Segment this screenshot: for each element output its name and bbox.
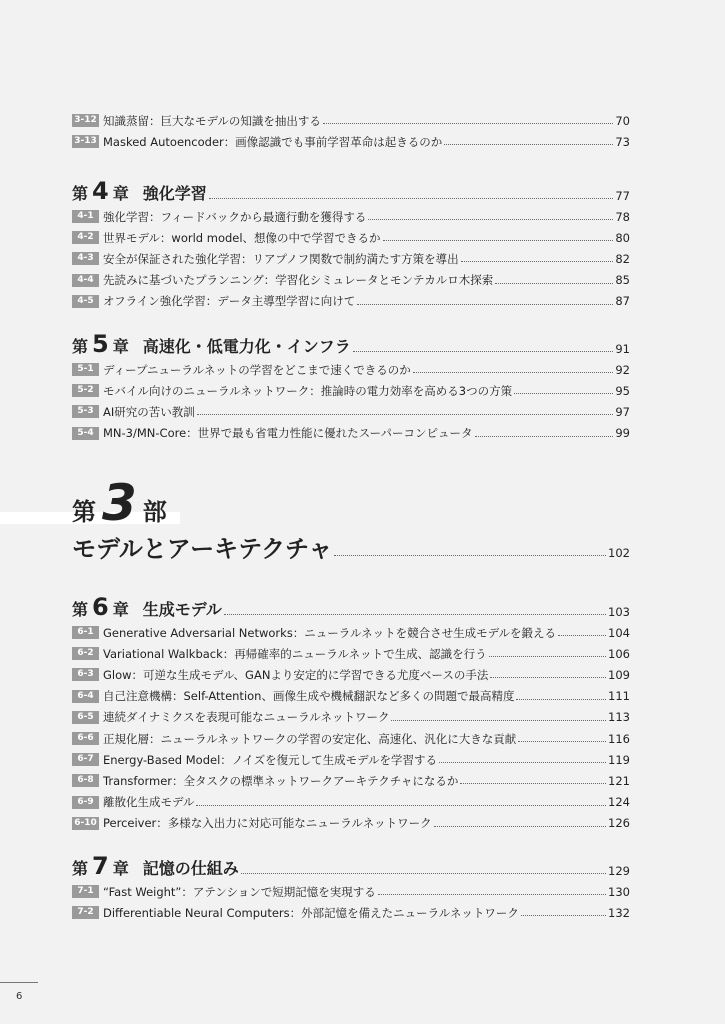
- entry-page: 92: [615, 362, 630, 377]
- chapter-number: 5: [92, 330, 109, 358]
- entry-page: 106: [608, 646, 630, 661]
- section-number-badge: 6-1: [72, 626, 99, 639]
- chapter-page: 129: [608, 864, 630, 878]
- entry-page: 70: [615, 113, 630, 128]
- entry-page: 78: [615, 209, 630, 224]
- section-number-badge: 6-9: [72, 796, 99, 809]
- entry-page: 97: [615, 404, 630, 419]
- section-number-badge: 6-5: [72, 711, 99, 724]
- section-number-badge: 6-7: [72, 753, 99, 766]
- entry-title: 正規化層：ニューラルネットワークの学習の安定化、高速化、汎化に大きな貢献: [103, 731, 517, 746]
- chapter-heading[interactable]: [72, 176, 630, 204]
- dot-leader: [196, 805, 606, 806]
- dot-leader: [444, 144, 613, 145]
- section-number-badge: 6-2: [72, 647, 99, 660]
- chapter-suffix: 章: [112, 337, 129, 356]
- entry-page: 124: [608, 795, 630, 810]
- entry-page: 116: [608, 731, 630, 746]
- chapter-prefix: 第: [72, 600, 89, 619]
- dot-leader: [197, 414, 614, 415]
- section-number-badge: 4-2: [72, 231, 99, 244]
- entry-page: 85: [615, 273, 630, 288]
- toc-entry[interactable]: [72, 902, 630, 923]
- dot-leader: [391, 720, 606, 721]
- entry-page: 121: [608, 773, 630, 788]
- dot-leader: [368, 219, 613, 220]
- part-heading: [72, 474, 167, 532]
- dot-leader: [516, 699, 606, 700]
- chapter4: [72, 170, 630, 312]
- entry-page: 109: [608, 667, 630, 682]
- section-number-badge: 6-4: [72, 690, 99, 703]
- entry-title: Variational Walkback：再帰確率的ニューラルネットで生成、認識を行う: [103, 646, 487, 661]
- entry-title: ディープニューラルネットの学習をどこまで速くできるのか: [103, 362, 411, 377]
- chapter-heading[interactable]: [72, 329, 630, 357]
- toc-entry[interactable]: [72, 423, 630, 444]
- chapter-title: 記憶の仕組み: [142, 859, 239, 878]
- entry-title: Masked Autoencoder：画像認識でも事前学習革命は起きるのか: [103, 134, 443, 149]
- toc-entry[interactable]: [72, 881, 630, 902]
- toc-entry[interactable]: [72, 664, 630, 685]
- entry-page: 73: [615, 134, 630, 149]
- entry-page: 126: [608, 816, 630, 831]
- chapter-title: 強化学習: [142, 184, 207, 203]
- dot-leader: [514, 393, 613, 394]
- entry-title: モバイル向けのニューラルネットワーク：推論時の電力効率を高める3つの方策: [103, 383, 513, 398]
- entry-page: 119: [608, 752, 630, 767]
- entry-page: 132: [608, 905, 630, 920]
- chapter-suffix: 章: [112, 600, 129, 619]
- toc-entry[interactable]: [72, 792, 630, 813]
- chapter-page: 103: [608, 605, 630, 619]
- entry-title: Energy-Based Model：ノイズを復元して生成モデルを学習する: [103, 752, 438, 767]
- toc-entry[interactable]: [72, 622, 630, 643]
- section-number-badge: 5-1: [72, 363, 99, 376]
- toc-entry[interactable]: [72, 380, 630, 401]
- chapter-number: 6: [92, 593, 109, 621]
- toc-entry[interactable]: [72, 206, 630, 227]
- section-number-badge: 5-3: [72, 405, 99, 418]
- dot-leader: [439, 762, 606, 763]
- section-number-badge: 6-8: [72, 774, 99, 787]
- entry-page: 111: [608, 689, 630, 704]
- entry-title: MN-3/MN-Core：世界で最も省電力性能に優れたスーパーコンピュータ: [103, 426, 473, 441]
- chapter-suffix: 章: [112, 859, 129, 878]
- entry-title: Differentiable Neural Computers：外部記憶を備えたニューラルネットワーク: [103, 905, 519, 920]
- entry-title: 世界モデル：world model、想像の中で学習できるか: [103, 230, 381, 245]
- toc-entry[interactable]: [72, 770, 630, 791]
- section-number-badge: 3-13: [72, 135, 99, 148]
- toc-entry[interactable]: [72, 110, 630, 131]
- dot-leader: [383, 240, 614, 241]
- part-title: モデルとアーキテクチャ: [72, 535, 333, 563]
- chapter5: [72, 323, 630, 444]
- dot-leader: [461, 261, 614, 262]
- entry-title: 離散化生成モデル: [103, 795, 195, 810]
- chapter-number: 4: [92, 177, 109, 205]
- dot-leader: [209, 198, 614, 199]
- toc-entry[interactable]: [72, 401, 630, 422]
- toc-entry[interactable]: [72, 707, 630, 728]
- chapter-page: 77: [615, 189, 630, 203]
- chapter-prefix: 第: [72, 337, 89, 356]
- chapter7: [72, 845, 630, 923]
- dot-leader: [357, 304, 613, 305]
- dot-leader: [241, 873, 606, 874]
- chapter-number: 7: [92, 852, 109, 880]
- dot-leader: [518, 741, 606, 742]
- toc-entry[interactable]: [72, 270, 630, 291]
- part-suffix: 部: [142, 498, 167, 526]
- part-page: 102: [608, 546, 630, 560]
- chapter-heading[interactable]: [72, 592, 630, 620]
- toc-entry[interactable]: [72, 359, 630, 380]
- dot-leader: [224, 614, 606, 615]
- footer-rule: [0, 982, 38, 983]
- entry-page: 95: [615, 383, 630, 398]
- entry-title: 連続ダイナミクスを表現可能なニューラルネットワーク: [103, 710, 390, 725]
- entry-page: 82: [615, 251, 630, 266]
- chapter6: [72, 586, 630, 834]
- entry-page: 87: [615, 294, 630, 309]
- dot-leader: [323, 123, 613, 124]
- chapter-prefix: 第: [72, 184, 89, 203]
- section-number-badge: 6-10: [72, 817, 99, 830]
- chapter-suffix: 章: [112, 184, 129, 203]
- dot-leader: [434, 826, 606, 827]
- section-number-badge: 4-4: [72, 274, 99, 287]
- section-number-badge: 4-3: [72, 252, 99, 265]
- dot-leader: [475, 436, 614, 437]
- entry-title: Generative Adversarial Networks：ニューラルネットを競合させ生成モデルを鍛える: [103, 625, 557, 640]
- dot-leader: [495, 283, 613, 284]
- section-number-badge: 6-3: [72, 668, 99, 681]
- toc-entry[interactable]: [72, 749, 630, 770]
- entry-page: 80: [615, 230, 630, 245]
- entry-page: 130: [608, 884, 630, 899]
- toc-entry[interactable]: [72, 813, 630, 834]
- toc-entry[interactable]: [72, 728, 630, 749]
- entry-title: オフライン強化学習：データ主導型学習に向けて: [103, 294, 356, 309]
- entry-page: 104: [608, 625, 630, 640]
- entry-title: Transformer：全タスクの標準ネットワークアーキテクチャになるか: [103, 773, 459, 788]
- entry-title: 先読みに基づいたプランニング：学習化シミュレータとモンテカルロ木探索: [103, 273, 494, 288]
- entry-title: 強化学習：フィードバックから最適行動を獲得する: [103, 209, 367, 224]
- entry-title: 安全が保証された強化学習：リアプノフ関数で制約満たす方策を導出: [103, 251, 459, 266]
- dot-leader: [521, 915, 606, 916]
- section-number-badge: 3-12: [72, 114, 99, 127]
- entry-title: 自己注意機構：Self-Attention、画像生成や機械翻訳など多くの問題で最高精度: [103, 689, 515, 704]
- part-prefix: 第: [72, 498, 96, 526]
- dot-leader: [558, 635, 606, 636]
- chapter-title: 生成モデル: [142, 600, 222, 619]
- dot-leader: [334, 555, 606, 556]
- entry-title: Perceiver：多様な入出力に対応可能なニューラルネットワーク: [103, 816, 432, 831]
- entry-title: “Fast Weight”：アテンションで短期記憶を実現する: [103, 884, 376, 899]
- section-number-badge: 4-1: [72, 210, 99, 223]
- dot-leader: [490, 677, 606, 678]
- chapter-prefix: 第: [72, 859, 89, 878]
- toc-entry[interactable]: [72, 131, 630, 152]
- toc-entry[interactable]: [72, 643, 630, 664]
- section-number-badge: 6-6: [72, 732, 99, 745]
- dot-leader: [413, 372, 614, 373]
- section-number-badge: 5-4: [72, 427, 99, 440]
- part-number: 3: [102, 474, 137, 532]
- toc-entry[interactable]: [72, 248, 630, 269]
- entry-page: 113: [608, 710, 630, 725]
- toc-entry[interactable]: [72, 291, 630, 312]
- section-number-badge: 5-2: [72, 384, 99, 397]
- entry-title: 知識蒸留：巨大なモデルの知識を抽出する: [103, 113, 321, 128]
- entry-title: AI研究の苦い教訓: [103, 404, 195, 419]
- dot-leader: [489, 656, 606, 657]
- part-title-row[interactable]: [72, 530, 630, 564]
- chapter-heading[interactable]: [72, 851, 630, 879]
- toc-entry[interactable]: [72, 686, 630, 707]
- chapter-page: 91: [615, 342, 630, 356]
- section-number-badge: 4-5: [72, 295, 99, 308]
- section-number-badge: 7-2: [72, 906, 99, 919]
- chapter-title: 高速化・低電力化・インフラ: [142, 337, 351, 356]
- toc-entry[interactable]: [72, 227, 630, 248]
- dot-leader: [378, 894, 606, 895]
- entry-page: 99: [615, 426, 630, 441]
- page-number: 6: [16, 991, 23, 1002]
- section-number-badge: 7-1: [72, 885, 99, 898]
- dot-leader: [460, 783, 606, 784]
- chapter3-tail: [72, 110, 630, 152]
- entry-title: Glow：可逆な生成モデル、GANより安定的に学習できる尤度ベースの手法: [103, 667, 489, 682]
- dot-leader: [353, 351, 614, 352]
